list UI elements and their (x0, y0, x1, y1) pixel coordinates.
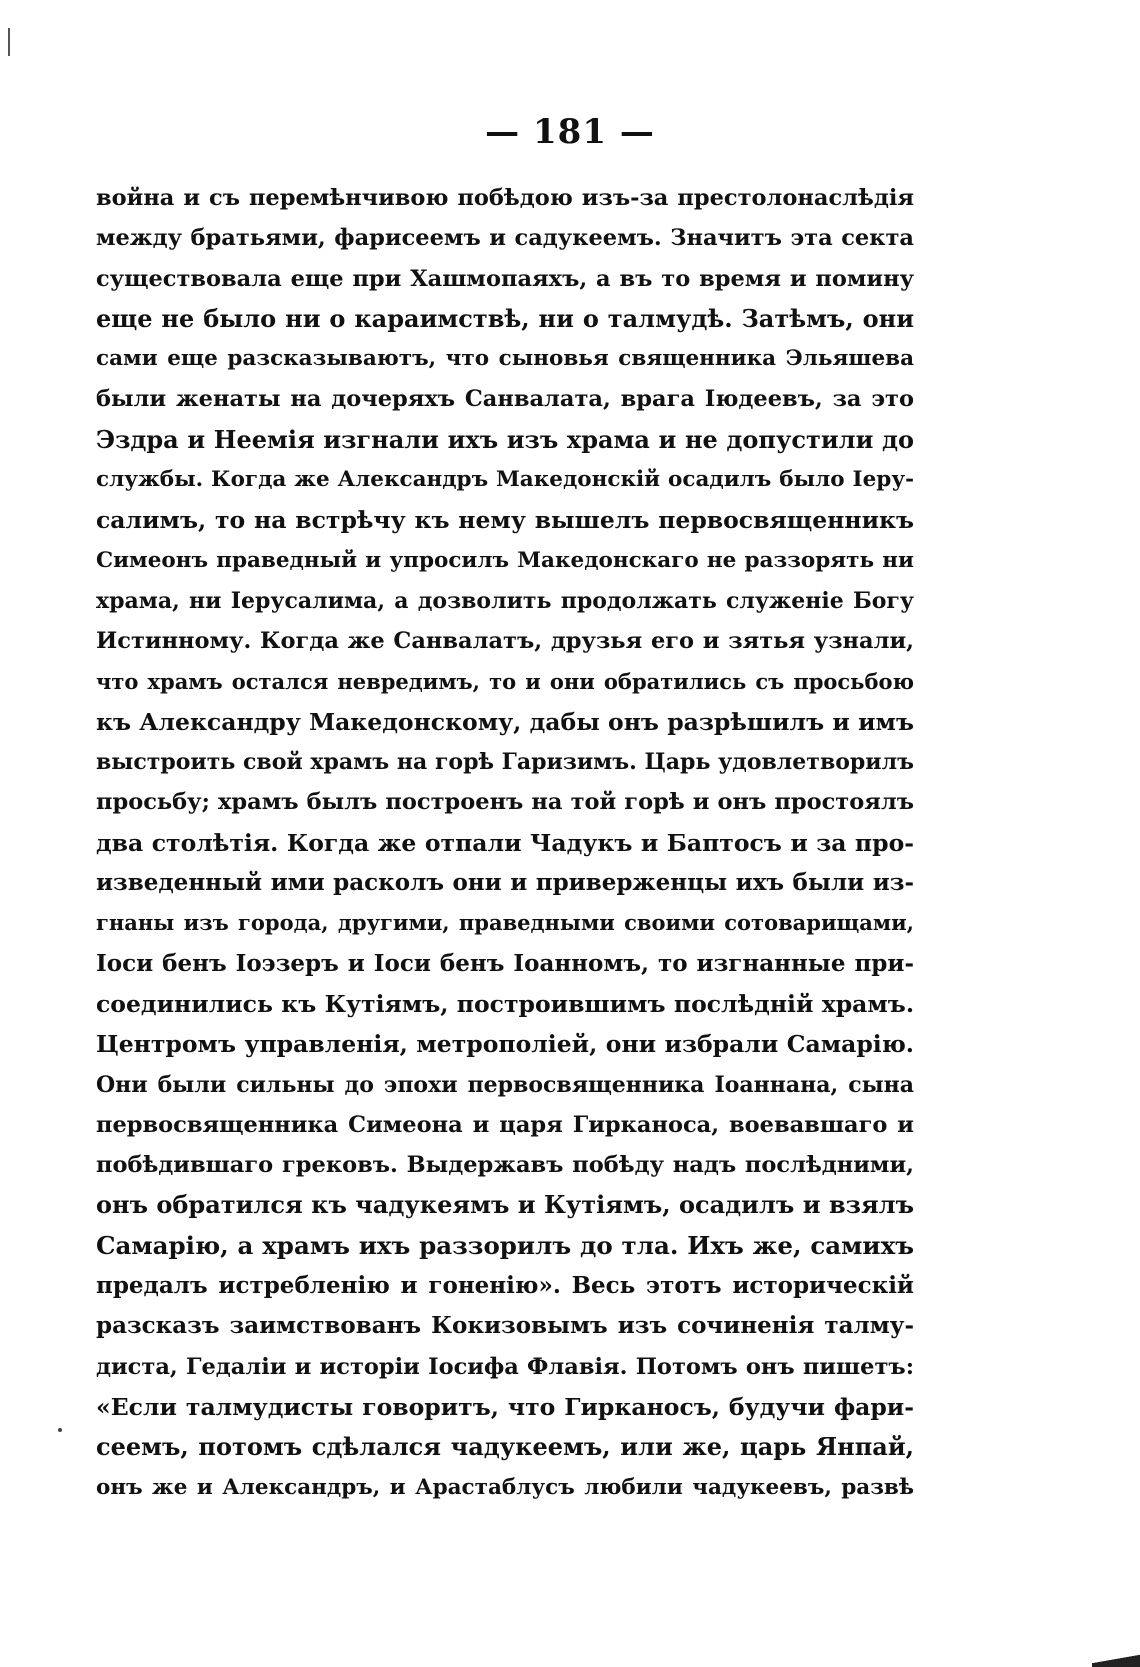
scan-dot-mark (58, 1428, 62, 1432)
scan-edge-mark (8, 28, 10, 56)
text-line: Они были сильны до эпохи первосвященника Іоаннана, сына (96, 1071, 914, 1098)
text-line: Симеонъ праведный и упросилъ Македонскаго не раззорять ни (96, 547, 914, 573)
text-line: Эздра и Неемія изгнали ихъ изъ храма и не допустили до (96, 424, 914, 454)
text-line: службы. Когда же Александръ Македонскій осадилъ было Іеру- (96, 467, 914, 493)
text-line: изведенный ими расколъ они и приверженцы ихъ были из- (96, 869, 914, 897)
text-line: война и съ перемѣнчивою побѣдою изъ-за престолонаслѣдія (96, 185, 914, 211)
text-line: два столѣтія. Когда же отпали Чадукъ и Баптосъ и за про- (96, 828, 914, 857)
text-line: Самарію, а храмъ ихъ раззорилъ до тла. Ихъ же, самихъ (96, 1230, 914, 1260)
text-line: что храмъ остался невредимъ, то и они обратились съ просьбою (96, 668, 914, 694)
text-line: «Если талмудисты говоритъ, что Гирканосъ, будучи фари- (96, 1392, 914, 1421)
body-text (96, 178, 914, 1508)
text-line: существовала еще при Хашмопаяхъ, а въ то время и помину (96, 265, 914, 292)
text-line: предалъ истребленію и гоненію». Весь этотъ историческій (96, 1272, 914, 1300)
text-line: онъ обратился къ чадукеямъ и Кутіямъ, осадилъ и взялъ (96, 1190, 914, 1220)
text-line: соединились къ Кутіямъ, построившимъ послѣдній храмъ. (96, 989, 914, 1018)
text-line: храма, ни Іерусалима, а дозволить продолжать служеніе Богу (96, 587, 914, 614)
text-line: сеемъ, потомъ сдѣлался чадукеемъ, или же, царь Янпай, (96, 1432, 914, 1462)
text-line: побѣдившаго грековъ. Выдержавъ побѣду надъ послѣдними, (96, 1152, 914, 1179)
text-line: салимъ, то на встрѣчу къ нему вышелъ первосвященникъ (96, 506, 914, 535)
text-line: къ Александру Македонскому, дабы онъ разрѣшилъ и имъ (96, 707, 914, 736)
text-line: разсказъ заимствованъ Кокизовымъ изъ сочиненія талму- (96, 1312, 914, 1340)
text-line: диста, Гедаліи и исторіи Іосифа Флавія. Потомъ онъ пишетъ: (96, 1353, 914, 1380)
text-line: еще не было ни о караимствѣ, ни о талмудѣ. Затѣмъ, они (96, 303, 914, 333)
text-line: просьбу; храмъ былъ построенъ на той горѣ и онъ простоялъ (96, 789, 914, 816)
text-line: между братьями, фарисеемъ и садукеемъ. Значитъ эта секта (96, 225, 914, 252)
text-line: первосвященника Симеона и царя Гирканоса, воевавшаго и (96, 1111, 914, 1138)
page-number: — 181 — (485, 112, 655, 152)
text-line: Центромъ управленія, метрополіей, они избрали Самарію. (96, 1030, 914, 1059)
text-line: были женаты на дочеряхъ Санвалата, врага Іюдеевъ, за это (96, 386, 914, 413)
text-line: выстроить свой храмъ на горѣ Гаризимъ. Царь удовлетворилъ (96, 749, 914, 776)
text-line: онъ же и Александръ, и Арастаблусъ любили чадукеевъ, развѣ (96, 1474, 914, 1500)
text-line: Іоси бенъ Іоэзеръ и Іоси бенъ Іоанномъ, то изгнанные при- (96, 949, 914, 977)
text-line: Истинному. Когда же Санвалатъ, друзья его и зятья узнали, (96, 628, 914, 655)
text-line: гнаны изъ города, другими, праведными своими сотоварищами, (96, 910, 914, 936)
text-line: сами еще разсказываютъ, что сыновья священника Эльяшева (96, 346, 914, 372)
scan-corner-mark (1092, 1653, 1140, 1667)
